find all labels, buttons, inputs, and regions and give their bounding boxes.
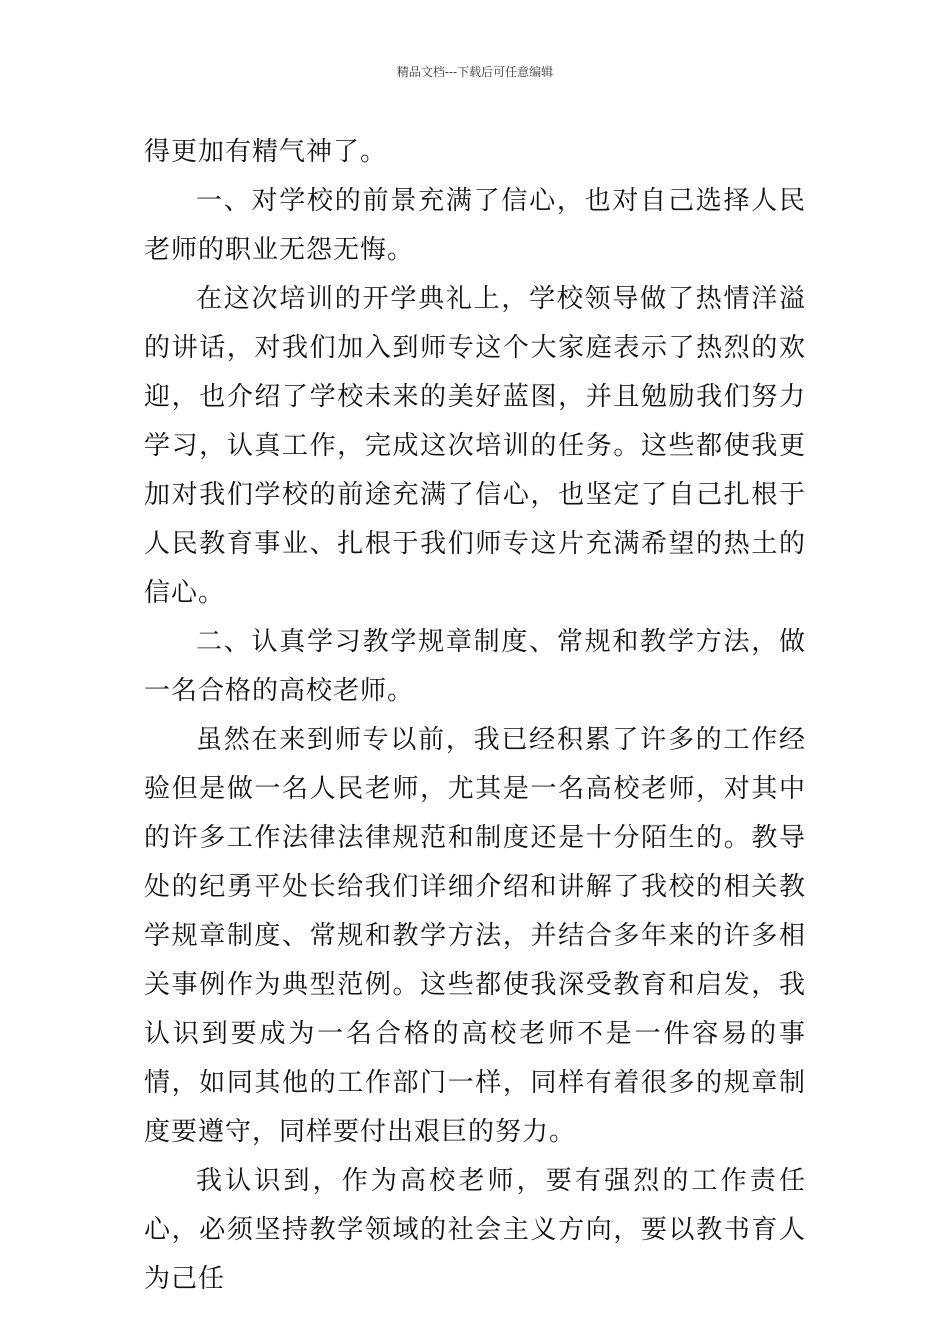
paragraph-responsibility: 我认识到，作为高校老师，要有强烈的工作责任心，必须坚持教学领域的社会主义方向，要以教书育人为己任 [144, 1166, 806, 1294]
paragraph-opening-ceremony: 在这次培训的开学典礼上，学校领导做了热情洋溢的讲话，对我们加入到师专这个大家庭表示了热烈的欢迎，也介绍了学校未来的美好蓝图，并且勉励我们努力学习，认真工作，完成这次培训的任务。这些都使我更加对我们学校的前途充满了信心，也坚定了自己扎根于人民教育事业、扎根于我们师专这片充满希望的热土的信心。 [144, 284, 806, 608]
page-header: 精品文档---下载后可任意编辑 [396, 65, 554, 79]
paragraph-continuation: 得更加有精气神了。 [144, 137, 388, 167]
paragraph-teaching-rules: 虽然在来到师专以前，我已经积累了许多的工作经验但是做一名人民老师，尤其是一名高校老师，对其中的许多工作法律法律规范和制度还是十分陌生的。教导处的纪勇平处长给我们详细介绍和讲解了我校的相关教学规章制度、常规和教学方法，并结合多年来的许多相关事例作为典型范例。这些都使我深受教育和启发，我认识到要成为一名合格的高校老师不是一件容易的事情，如同其他的工作部门一样，同样有着很多的规章制度要遵守，同样要付出艰巨的努力。 [144, 725, 806, 1147]
paragraph-section-one-heading: 一、对学校的前景充满了信心，也对自己选择人民老师的职业无怨无悔。 [144, 186, 806, 265]
document-body [144, 128, 806, 1304]
paragraph-section-two-heading: 二、认真学习教学规章制度、常规和教学方法，做一名合格的高校老师。 [144, 627, 806, 706]
